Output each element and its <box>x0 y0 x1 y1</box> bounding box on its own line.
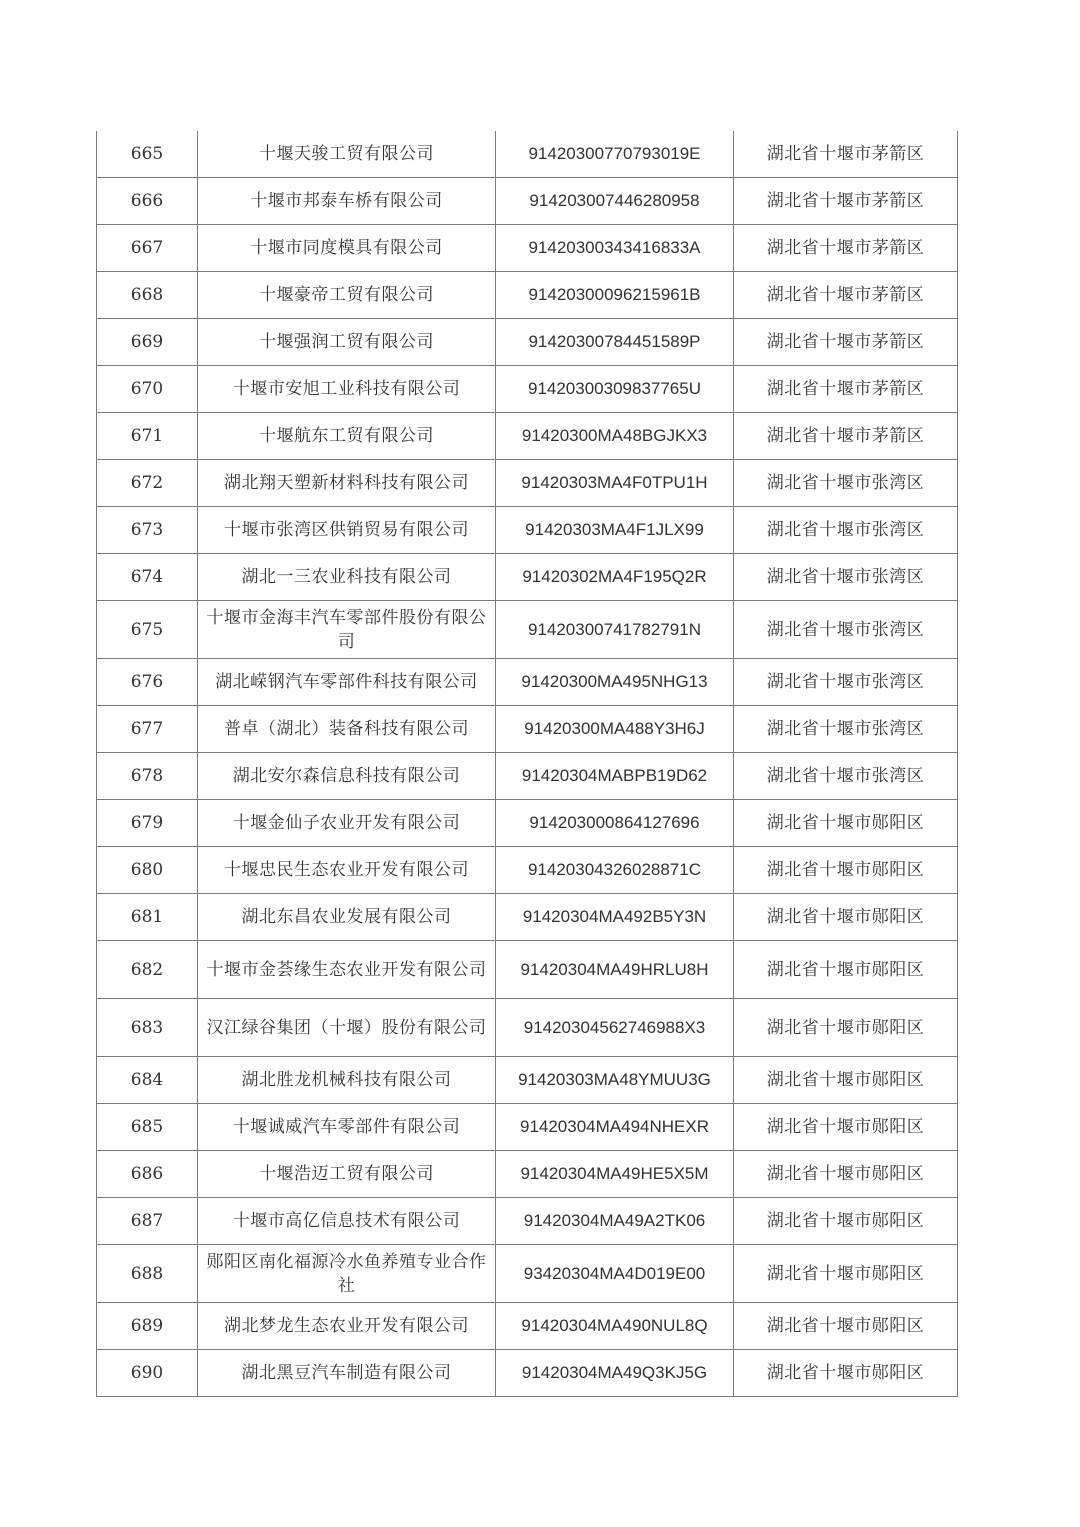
company-name-cell: 湖北黑豆汽车制造有限公司 <box>198 1350 496 1397</box>
table-row <box>97 753 958 800</box>
table-row <box>97 1198 958 1245</box>
row-number-cell: 690 <box>97 1350 198 1397</box>
row-number-cell: 682 <box>97 941 198 999</box>
credit-code-cell: 91420300741782791N <box>496 601 734 659</box>
row-number-cell: 678 <box>97 753 198 800</box>
location-cell: 湖北省十堰市张湾区 <box>734 601 958 659</box>
company-name-cell: 湖北梦龙生态农业开发有限公司 <box>198 1303 496 1350</box>
company-name-cell: 汉江绿谷集团（十堰）股份有限公司 <box>198 999 496 1057</box>
credit-code-cell: 91420300784451589P <box>496 319 734 366</box>
table-row <box>97 1303 958 1350</box>
table-row <box>97 272 958 319</box>
table-row <box>97 1350 958 1397</box>
credit-code-cell: 91420304MA49A2TK06 <box>496 1198 734 1245</box>
company-name-cell: 十堰忠民生态农业开发有限公司 <box>198 847 496 894</box>
credit-code-cell: 91420304MA49HE5X5M <box>496 1151 734 1198</box>
row-number-cell: 671 <box>97 413 198 460</box>
credit-code-cell: 91420300MA48BGJKX3 <box>496 413 734 460</box>
credit-code-cell: 91420300309837765U <box>496 366 734 413</box>
location-cell: 湖北省十堰市郧阳区 <box>734 1198 958 1245</box>
table-row <box>97 131 958 178</box>
row-number-cell: 677 <box>97 706 198 753</box>
table-row <box>97 1057 958 1104</box>
credit-code-cell: 91420302MA4F195Q2R <box>496 554 734 601</box>
company-name-cell: 十堰市金海丰汽车零部件股份有限公司 <box>198 601 496 659</box>
location-cell: 湖北省十堰市张湾区 <box>734 659 958 706</box>
location-cell: 湖北省十堰市张湾区 <box>734 554 958 601</box>
row-number-cell: 667 <box>97 225 198 272</box>
location-cell: 湖北省十堰市茅箭区 <box>734 272 958 319</box>
credit-code-cell: 91420304MABPB19D62 <box>496 753 734 800</box>
row-number-cell: 687 <box>97 1198 198 1245</box>
location-cell: 湖北省十堰市茅箭区 <box>734 131 958 178</box>
company-name-cell: 郧阳区南化福源冷水鱼养殖专业合作社 <box>198 1245 496 1303</box>
location-cell: 湖北省十堰市郧阳区 <box>734 1104 958 1151</box>
credit-code-cell: 91420304MA490NUL8Q <box>496 1303 734 1350</box>
row-number-cell: 668 <box>97 272 198 319</box>
company-name-cell: 湖北东昌农业发展有限公司 <box>198 894 496 941</box>
table-row <box>97 507 958 554</box>
credit-code-cell: 91420304MA49HRLU8H <box>496 941 734 999</box>
company-name-cell: 十堰金仙子农业开发有限公司 <box>198 800 496 847</box>
location-cell: 湖北省十堰市郧阳区 <box>734 941 958 999</box>
table-row <box>97 800 958 847</box>
credit-code-cell: 91420300096215961B <box>496 272 734 319</box>
company-name-cell: 湖北胜龙机械科技有限公司 <box>198 1057 496 1104</box>
row-number-cell: 681 <box>97 894 198 941</box>
location-cell: 湖北省十堰市张湾区 <box>734 706 958 753</box>
credit-code-cell: 91420300343416833A <box>496 225 734 272</box>
location-cell: 湖北省十堰市茅箭区 <box>734 413 958 460</box>
company-name-cell: 十堰浩迈工贸有限公司 <box>198 1151 496 1198</box>
table-row <box>97 1245 958 1303</box>
table-row <box>97 178 958 225</box>
location-cell: 湖北省十堰市茅箭区 <box>734 319 958 366</box>
table-row <box>97 706 958 753</box>
location-cell: 湖北省十堰市郧阳区 <box>734 1151 958 1198</box>
credit-code-cell: 91420300MA495NHG13 <box>496 659 734 706</box>
location-cell: 湖北省十堰市张湾区 <box>734 507 958 554</box>
credit-code-cell: 93420304MA4D019E00 <box>496 1245 734 1303</box>
credit-code-cell: 91420303MA48YMUU3G <box>496 1057 734 1104</box>
location-cell: 湖北省十堰市茅箭区 <box>734 178 958 225</box>
row-number-cell: 665 <box>97 131 198 178</box>
table-row <box>97 225 958 272</box>
row-number-cell: 686 <box>97 1151 198 1198</box>
company-name-cell: 湖北翔天塑新材料科技有限公司 <box>198 460 496 507</box>
row-number-cell: 672 <box>97 460 198 507</box>
location-cell: 湖北省十堰市郧阳区 <box>734 999 958 1057</box>
credit-code-cell: 91420304562746988X3 <box>496 999 734 1057</box>
credit-code-cell: 91420304MA49Q3KJ5G <box>496 1350 734 1397</box>
row-number-cell: 680 <box>97 847 198 894</box>
registry-table-body <box>97 131 958 1397</box>
company-name-cell: 十堰市高亿信息技术有限公司 <box>198 1198 496 1245</box>
company-name-cell: 十堰市张湾区供销贸易有限公司 <box>198 507 496 554</box>
row-number-cell: 670 <box>97 366 198 413</box>
table-row <box>97 659 958 706</box>
location-cell: 湖北省十堰市茅箭区 <box>734 366 958 413</box>
company-name-cell: 十堰天骏工贸有限公司 <box>198 131 496 178</box>
company-name-cell: 十堰强润工贸有限公司 <box>198 319 496 366</box>
credit-code-cell: 91420303MA4F1JLX99 <box>496 507 734 554</box>
company-registry-table <box>96 131 958 1397</box>
location-cell: 湖北省十堰市茅箭区 <box>734 225 958 272</box>
table-row <box>97 1151 958 1198</box>
location-cell: 湖北省十堰市郧阳区 <box>734 1245 958 1303</box>
location-cell: 湖北省十堰市郧阳区 <box>734 1303 958 1350</box>
company-name-cell: 湖北一三农业科技有限公司 <box>198 554 496 601</box>
row-number-cell: 679 <box>97 800 198 847</box>
row-number-cell: 675 <box>97 601 198 659</box>
credit-code-cell: 91420300MA488Y3H6J <box>496 706 734 753</box>
credit-code-cell: 914203007446280958 <box>496 178 734 225</box>
table-row <box>97 601 958 659</box>
credit-code-cell: 91420304326028871C <box>496 847 734 894</box>
location-cell: 湖北省十堰市张湾区 <box>734 753 958 800</box>
table-row <box>97 847 958 894</box>
company-name-cell: 十堰市安旭工业科技有限公司 <box>198 366 496 413</box>
credit-code-cell: 914203000864127696 <box>496 800 734 847</box>
location-cell: 湖北省十堰市郧阳区 <box>734 1350 958 1397</box>
company-name-cell: 十堰航东工贸有限公司 <box>198 413 496 460</box>
table-row <box>97 894 958 941</box>
row-number-cell: 666 <box>97 178 198 225</box>
credit-code-cell: 91420304MA494NHEXR <box>496 1104 734 1151</box>
location-cell: 湖北省十堰市郧阳区 <box>734 847 958 894</box>
company-name-cell: 普卓（湖北）装备科技有限公司 <box>198 706 496 753</box>
row-number-cell: 673 <box>97 507 198 554</box>
location-cell: 湖北省十堰市郧阳区 <box>734 894 958 941</box>
credit-code-cell: 91420303MA4F0TPU1H <box>496 460 734 507</box>
row-number-cell: 684 <box>97 1057 198 1104</box>
company-name-cell: 十堰市邦泰车桥有限公司 <box>198 178 496 225</box>
row-number-cell: 669 <box>97 319 198 366</box>
row-number-cell: 688 <box>97 1245 198 1303</box>
table-row <box>97 999 958 1057</box>
row-number-cell: 683 <box>97 999 198 1057</box>
table-row <box>97 413 958 460</box>
row-number-cell: 674 <box>97 554 198 601</box>
row-number-cell: 676 <box>97 659 198 706</box>
location-cell: 湖北省十堰市张湾区 <box>734 460 958 507</box>
credit-code-cell: 91420300770793019E <box>496 131 734 178</box>
company-name-cell: 十堰市金荟缘生态农业开发有限公司 <box>198 941 496 999</box>
location-cell: 湖北省十堰市郧阳区 <box>734 1057 958 1104</box>
location-cell: 湖北省十堰市郧阳区 <box>734 800 958 847</box>
company-name-cell: 湖北嵘钢汽车零部件科技有限公司 <box>198 659 496 706</box>
company-name-cell: 十堰诚威汽车零部件有限公司 <box>198 1104 496 1151</box>
row-number-cell: 685 <box>97 1104 198 1151</box>
table-row <box>97 460 958 507</box>
company-name-cell: 湖北安尔森信息科技有限公司 <box>198 753 496 800</box>
row-number-cell: 689 <box>97 1303 198 1350</box>
company-name-cell: 十堰豪帝工贸有限公司 <box>198 272 496 319</box>
table-row <box>97 1104 958 1151</box>
table-row <box>97 319 958 366</box>
table-row <box>97 366 958 413</box>
company-name-cell: 十堰市同度模具有限公司 <box>198 225 496 272</box>
table-row <box>97 941 958 999</box>
credit-code-cell: 91420304MA492B5Y3N <box>496 894 734 941</box>
table-row <box>97 554 958 601</box>
